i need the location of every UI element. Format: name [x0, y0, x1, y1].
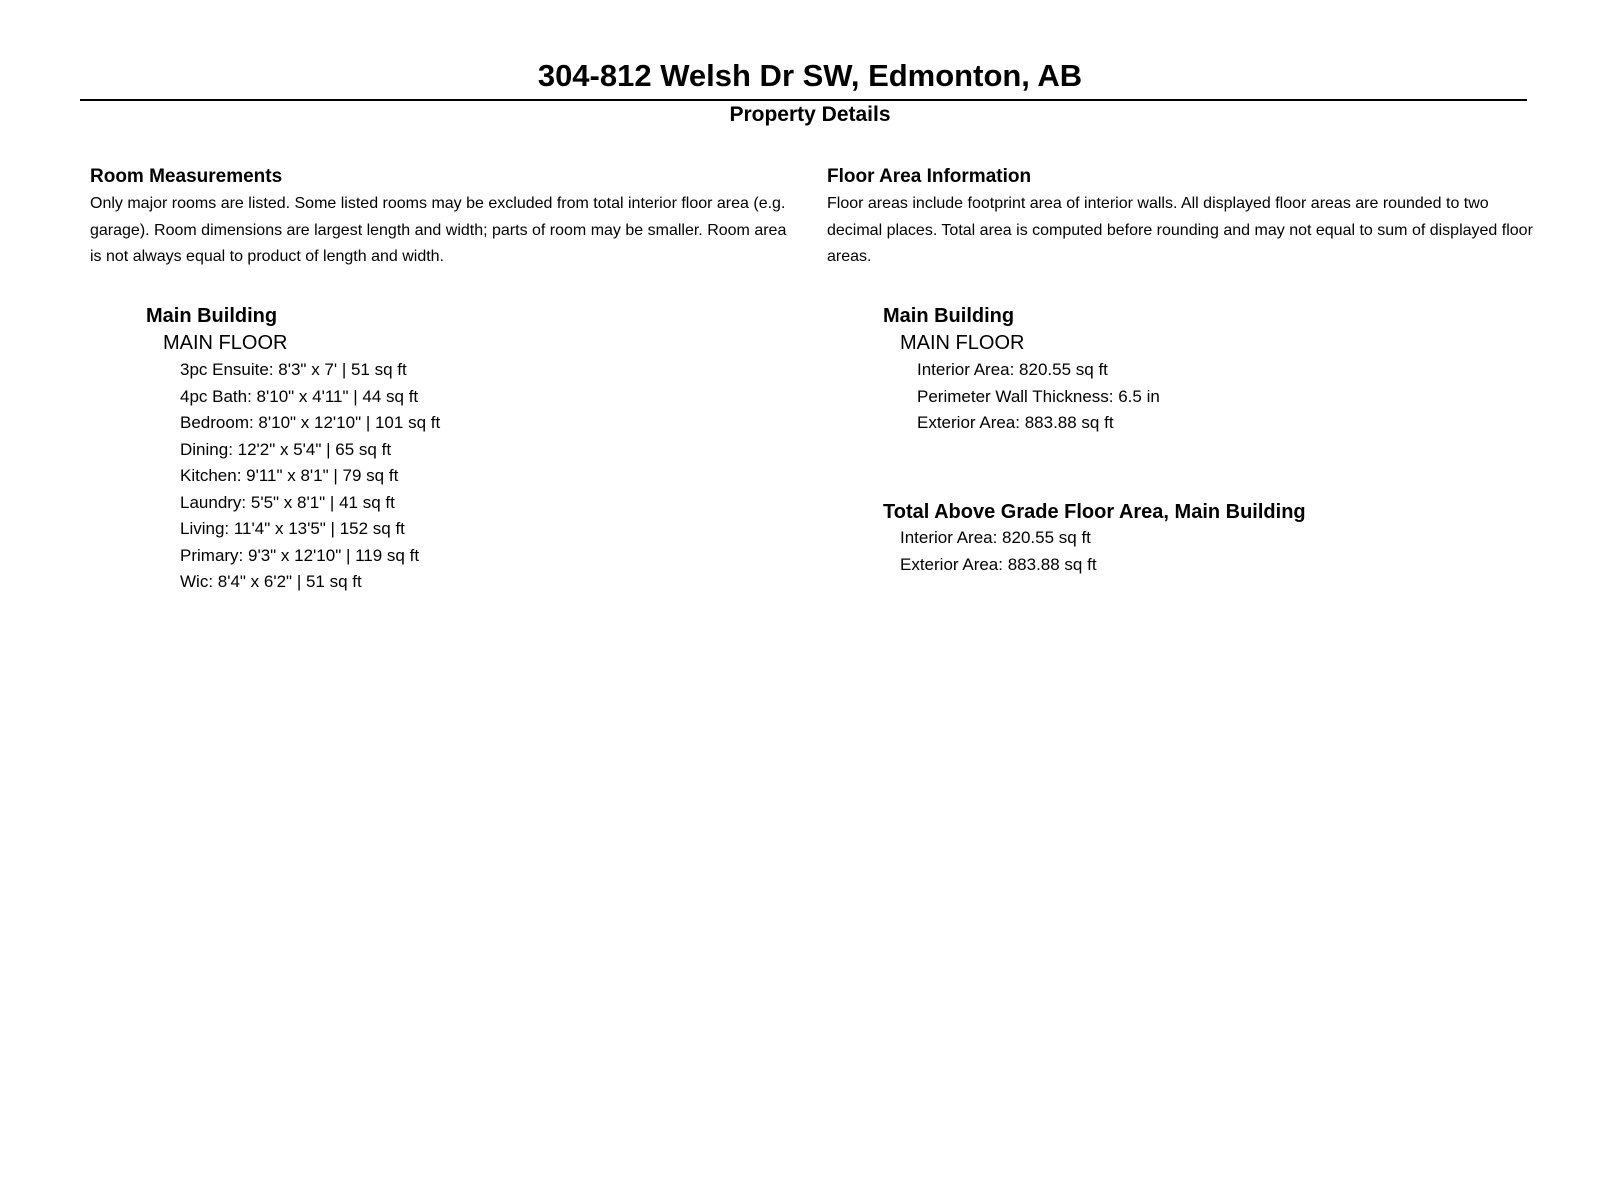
floor-area-building-group [883, 303, 1160, 437]
floor-area-wall-thickness: Perimeter Wall Thickness: 6.5 in [917, 386, 1160, 406]
room-item-laundry: Laundry: 5'5" x 8'1" | 41 sq ft [180, 492, 395, 512]
floor-area-note: Floor areas include footprint area of interior walls. All displayed floor areas are rounded to two decimal places. Total area is computed before rounding and may not equal to sum of displayed floor areas. [827, 195, 1533, 265]
total-floor-area-group [883, 499, 1306, 578]
room-building-heading: Main Building [146, 305, 278, 327]
floor-area-interior: Interior Area: 820.55 sq ft [917, 360, 1108, 379]
room-measurements-building-group [146, 303, 440, 596]
floor-area-detail-list [917, 357, 1160, 437]
room-item-wic: Wic: 8'4" x 6'2" | 51 sq ft [180, 572, 362, 591]
floor-area-building-heading: Main Building [883, 305, 1015, 327]
room-item-3pc-ensuite: 3pc Ensuite: 8'3" x 7' | 51 sq ft [180, 360, 407, 379]
room-item-primary: Primary: 9'3" x 12'10" | 119 sq ft [180, 545, 420, 565]
page-title: 304-812 Welsh Dr SW, Edmonton, AB [537, 58, 1083, 93]
room-measurements-heading: Room Measurements [90, 166, 283, 187]
floor-area-heading: Floor Area Information [827, 166, 1032, 187]
room-floor-label: MAIN FLOOR [163, 332, 288, 354]
floor-area-section [827, 165, 1547, 271]
total-floor-area-list [900, 525, 1306, 578]
room-list [180, 357, 440, 596]
floor-area-exterior: Exterior Area: 883.88 sq ft [917, 413, 1114, 432]
room-item-4pc-bath: 4pc Bath: 8'10" x 4'11" | 44 sq ft [180, 386, 419, 406]
room-measurements-note: Only major rooms are listed. Some listed rooms may be excluded from total interior floor area (e.g. garage). Room dimensions are largest length and width; parts of room may be smaller. Room area is not always equal to product of length and width. [90, 195, 787, 265]
floor-area-floor-label: MAIN FLOOR [900, 332, 1025, 354]
total-exterior-area: Exterior Area: 883.88 sq ft [900, 554, 1097, 574]
room-measurements-section [90, 165, 790, 271]
page-subtitle: Property Details [729, 103, 891, 126]
title-divider [80, 99, 1527, 101]
room-item-kitchen: Kitchen: 9'11" x 8'1" | 79 sq ft [180, 466, 399, 485]
total-floor-area-heading: Total Above Grade Floor Area, Main Building [883, 501, 1306, 523]
room-item-dining: Dining: 12'2" x 5'4" | 65 sq ft [180, 439, 392, 459]
room-item-living: Living: 11'4" x 13'5" | 152 sq ft [180, 519, 405, 538]
room-item-bedroom: Bedroom: 8'10" x 12'10" | 101 sq ft [180, 413, 441, 432]
total-interior-area: Interior Area: 820.55 sq ft [900, 528, 1091, 547]
